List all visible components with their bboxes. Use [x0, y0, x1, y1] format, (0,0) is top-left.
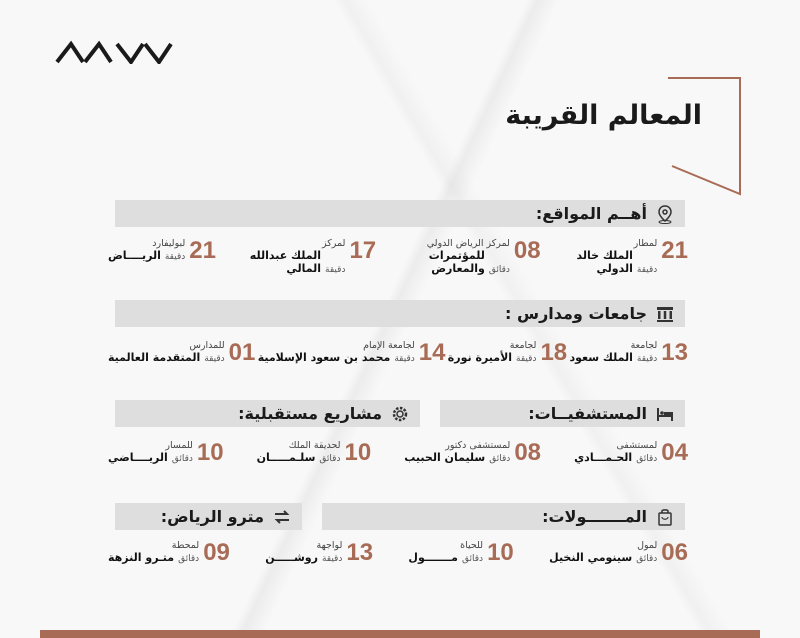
item-unit: دقيقة — [394, 354, 415, 364]
item-main: سينومي النخيل — [549, 551, 633, 564]
minutes-number: 13 — [661, 339, 688, 366]
decorative-frame — [668, 76, 742, 196]
section-universities-bar — [115, 300, 685, 327]
item-sub: لجامعة الإمام — [363, 340, 415, 351]
item-unit: دقيقة — [325, 265, 346, 275]
list-item — [216, 238, 376, 278]
list-item — [108, 238, 216, 278]
item-unit: دقائق — [171, 454, 193, 464]
item-unit: دقيقة — [516, 354, 537, 364]
item-sub: للحياة — [460, 540, 484, 551]
list-item — [108, 540, 230, 580]
section-title: المـــــــولات: — [542, 507, 647, 526]
section-metro-bar — [115, 503, 302, 530]
section-sites-bar — [115, 200, 685, 227]
bottom-accent-bar — [40, 630, 760, 638]
item-main: مـــــــول — [408, 551, 458, 564]
item-main: محمد بن سعود الإسلامية — [257, 351, 391, 364]
minutes-number: 09 — [203, 539, 230, 566]
minutes-number: 13 — [346, 539, 374, 566]
list-item — [265, 540, 373, 580]
minutes-number: 01 — [228, 339, 256, 366]
minutes-number: 06 — [661, 539, 688, 566]
gear-icon — [390, 404, 410, 424]
list-item — [574, 440, 688, 480]
list-item — [408, 540, 513, 580]
minutes-number: 10 — [344, 439, 372, 466]
list-item — [404, 440, 541, 480]
item-sub: للمسار — [165, 440, 193, 451]
minutes-number: 08 — [514, 439, 542, 466]
item-main: الملك عبدالله المالي — [249, 249, 322, 275]
malls-metro-row — [108, 540, 688, 580]
minutes-number: 10 — [196, 439, 224, 466]
item-unit: دقائق — [319, 454, 341, 464]
item-main: الملك سعود — [569, 351, 633, 364]
section-title: جامعات ومدارس : — [505, 304, 647, 323]
minutes-number: 14 — [418, 339, 446, 366]
metro-arrows-icon — [272, 507, 292, 527]
item-sub: لجامعة — [630, 340, 658, 351]
location-pin-icon — [655, 204, 675, 224]
list-item — [569, 340, 688, 380]
item-unit: دقيقة — [321, 554, 343, 564]
section-title: مشاريع مستقبلية: — [238, 404, 382, 423]
item-main: للمؤتمرات والمعارض — [428, 249, 485, 275]
minutes-number: 21 — [189, 237, 216, 264]
item-main: الريــــاض — [108, 249, 161, 262]
item-unit: دقائق — [636, 554, 658, 564]
list-item — [541, 238, 688, 278]
item-main: الريــــاضي — [108, 451, 168, 464]
list-item — [108, 440, 224, 480]
item-unit: دقائق — [489, 454, 511, 464]
minutes-number: 17 — [349, 237, 377, 264]
item-unit: دقيقة — [164, 252, 186, 262]
item-sub: لجامعة — [509, 340, 537, 351]
item-main: الحـمـــادي — [574, 451, 633, 464]
item-unit: دقيقة — [636, 265, 658, 275]
section-title: المستشفيــات: — [528, 404, 647, 423]
section-malls-bar — [322, 503, 685, 530]
list-item — [549, 540, 688, 580]
item-main: المتقدمة العالمية — [108, 351, 201, 364]
section-title: مترو الرياض: — [160, 507, 264, 526]
item-sub: لحديقة الملك — [288, 440, 341, 451]
section-title: أهــم المواقع: — [535, 204, 647, 223]
page-title: المعالم القريبة — [505, 100, 702, 131]
item-main: سليمان الحبيب — [404, 451, 486, 464]
minutes-number: 04 — [661, 439, 688, 466]
item-main: روشـــــن — [265, 551, 318, 564]
item-unit: دقائق — [461, 554, 484, 564]
shopping-bag-icon — [655, 507, 675, 527]
item-sub: لمطار — [633, 238, 658, 249]
item-sub: لواجهة — [316, 540, 343, 551]
item-main: متـرو النزهة — [108, 551, 175, 564]
section-hospitals-bar — [440, 400, 685, 427]
item-sub: لمركز — [322, 238, 346, 249]
minutes-number: 10 — [487, 539, 514, 566]
minutes-number: 21 — [661, 237, 688, 264]
list-item — [257, 440, 372, 480]
list-item — [376, 238, 540, 278]
item-unit: دقيقة — [204, 354, 225, 364]
minutes-number: 08 — [513, 237, 541, 264]
list-item — [108, 340, 255, 380]
item-sub: لمركز الرياض الدولي — [426, 238, 510, 249]
item-unit: دقائق — [636, 454, 658, 464]
item-sub: لبوليفارد — [152, 238, 186, 249]
item-main: الأميرة نورة — [447, 351, 513, 364]
item-unit: دقائق — [488, 265, 510, 275]
list-item — [258, 340, 446, 380]
item-unit: دقيقة — [636, 354, 658, 364]
universities-row — [108, 340, 688, 380]
item-main: الملك خالد الدولي — [576, 249, 633, 275]
item-unit: دقائق — [178, 554, 200, 564]
item-main: سلـمـــــان — [256, 451, 316, 464]
list-item — [448, 340, 567, 380]
sites-row — [108, 238, 688, 278]
hospital-bed-icon — [655, 404, 675, 424]
item-sub: للمدارس — [189, 340, 225, 351]
minutes-number: 18 — [540, 339, 568, 366]
item-sub: لمستشفى دكتور — [445, 440, 511, 451]
section-projects-bar — [115, 400, 420, 427]
item-sub: لمستشفى — [616, 440, 658, 451]
item-sub: لمول — [637, 540, 658, 551]
item-sub: لمحطة — [171, 540, 200, 551]
university-icon — [655, 304, 675, 324]
brand-logo — [55, 40, 173, 64]
hospitals-projects-row — [108, 440, 688, 480]
